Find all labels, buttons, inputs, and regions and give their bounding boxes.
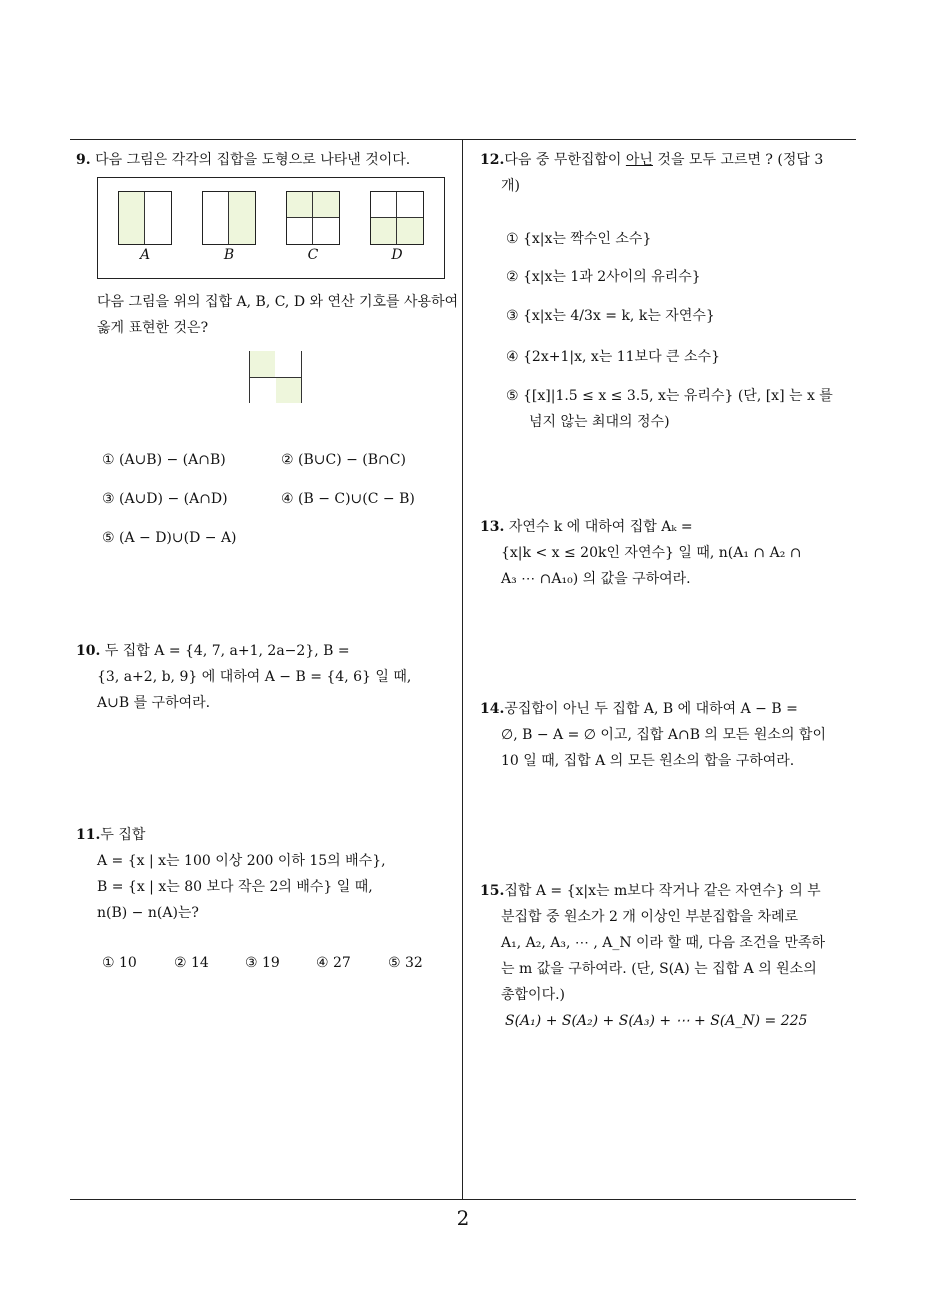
question-line-3: A∪B 를 구하여라. [97, 695, 211, 711]
figure-set-c [286, 191, 340, 245]
question-number: 9. [76, 152, 91, 168]
option-5[interactable]: ⑤ 32 [388, 955, 423, 971]
option-1[interactable]: ① 10 [102, 955, 137, 971]
figure-set-d [370, 191, 424, 245]
option-3[interactable]: ③ {x|x는 4/3x = k, k는 자연수} [506, 308, 715, 324]
option-2[interactable]: ② (B∪C) − (B∩C) [281, 452, 406, 468]
option-3[interactable]: ③ (A∪D) − (A∩D) [102, 491, 228, 507]
question-stem: 다음 그림은 각각의 집합을 도형으로 나타낸 것이다. [95, 152, 411, 168]
question-line-3: n(B) − n(A)는? [97, 905, 199, 921]
question-line-4: 는 m 값을 구하여라. (단, S(A) 는 집합 A 의 원소의 [501, 961, 817, 977]
top-rule [70, 139, 856, 140]
target-figure [249, 351, 302, 403]
option-5-continued: 넘지 않는 최대의 정수) [529, 414, 670, 430]
option-1[interactable]: ① (A∪B) − (A∩B) [102, 452, 226, 468]
label-a: A [139, 247, 151, 263]
label-d: D [391, 247, 403, 263]
question-line-1: 자연수 k 에 대하여 집합 Aₖ = [508, 519, 693, 535]
question-stem-a: 다음 중 무한집합이 [504, 152, 626, 168]
question-line-3: A₁, A₂, A₃, ⋯ , A_N 이라 할 때, 다음 조건을 만족하 [501, 935, 826, 951]
option-1[interactable]: ① {x|x는 짝수인 소수} [506, 231, 652, 247]
option-5[interactable]: ⑤ {[x]|1.5 ≤ x ≤ 3.5, x는 유리수} (단, [x] 는 x 를 [506, 388, 833, 404]
question-sub: 다음 그림을 위의 집합 A, B, C, D 와 연산 기호를 사용하여 옳게 표현한 것은? [97, 294, 459, 336]
question-line-2: B = {x | x는 80 보다 작은 2의 배수} 일 때, [97, 879, 373, 895]
figure-set-a [118, 191, 172, 245]
question-line-2: {x|k < x ≤ 20k인 자연수} 일 때, n(A₁ ∩ A₂ ∩ [501, 545, 802, 561]
question-line-3: 10 일 때, 집합 A 의 모든 원소의 합을 구하여라. [501, 753, 795, 769]
option-4[interactable]: ④ {2x+1|x, x는 11보다 큰 소수} [506, 349, 720, 365]
figure-set-b [202, 191, 256, 245]
bottom-rule [70, 1199, 856, 1200]
question-number: 10. [76, 643, 101, 659]
question-number: 14. [480, 701, 505, 717]
question-line-3: A₃ ⋯ ∩A₁₀) 의 값을 구하여라. [501, 571, 691, 587]
question-line-1: 공집합이 아닌 두 집합 A, B 에 대하여 A − B = [504, 701, 798, 717]
question-number: 15. [480, 883, 505, 899]
question-line-2: ∅, B − A = ∅ 이고, 집합 A∩B 의 모든 원소의 합이 [501, 727, 826, 743]
option-3[interactable]: ③ 19 [245, 955, 280, 971]
question-number: 12. [480, 152, 505, 168]
question-stem-c: 개) [501, 178, 520, 194]
option-5[interactable]: ⑤ (A − D)∪(D − A) [102, 530, 237, 546]
question-number: 11. [76, 827, 101, 843]
label-b: B [223, 247, 235, 263]
question-line-1: A = {x | x는 100 이상 200 이하 15의 배수}, [97, 853, 386, 869]
question-line-5: 총합이다.) [501, 987, 566, 1003]
question-line-1: 두 집합 A = {4, 7, a+1, 2a−2}, B = [104, 643, 350, 659]
question-line-2: {3, a+2, b, 9} 에 대하여 A − B = {4, 6} 일 때, [97, 669, 412, 685]
question-number: 13. [480, 519, 505, 535]
page-number: 2 [456, 1206, 470, 1230]
question-stem-underlined: 아닌 [625, 152, 653, 168]
label-c: C [307, 247, 319, 263]
question-stem-b: 것을 모두 고르면 ? (정답 3 [652, 152, 824, 168]
option-2[interactable]: ② {x|x는 1과 2사이의 유리수} [506, 269, 701, 285]
option-2[interactable]: ② 14 [174, 955, 209, 971]
question-line-2: 분집합 중 원소가 2 개 이상인 부분집합을 차례로 [501, 909, 799, 925]
option-4[interactable]: ④ (B − C)∪(C − B) [281, 491, 415, 507]
question-line-1: 집합 A = {x|x는 m보다 작거나 같은 자연수} 의 부 [504, 883, 821, 899]
question-formula: S(A₁) + S(A₂) + S(A₃) + ⋯ + S(A_N) = 225 [505, 1013, 808, 1029]
option-4[interactable]: ④ 27 [316, 955, 351, 971]
column-divider [462, 139, 463, 1200]
set-figures-box [97, 177, 445, 279]
question-title: 두 집합 [100, 827, 146, 843]
